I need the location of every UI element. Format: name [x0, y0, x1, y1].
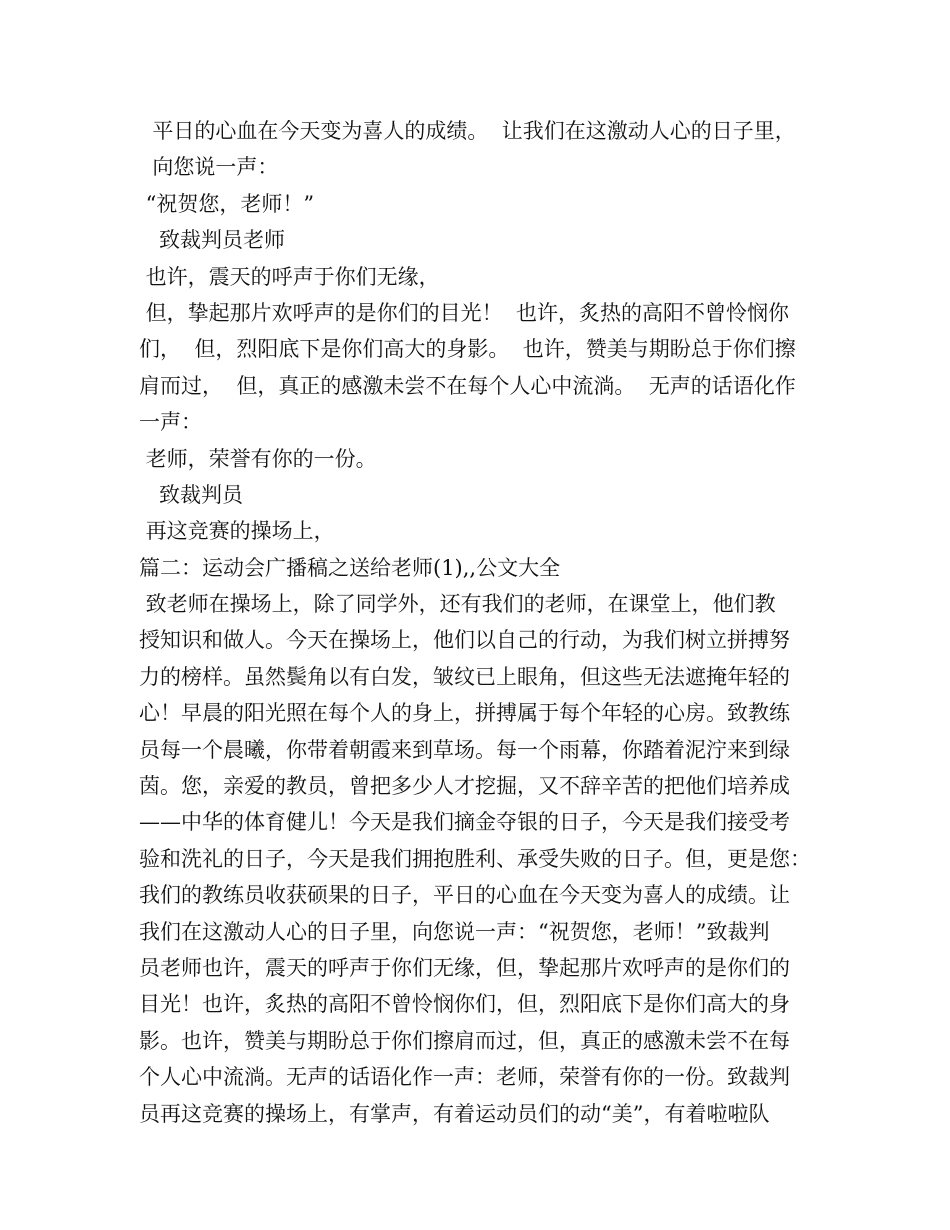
- text-line: 茵。您，亲爱的教员，曾把多少人才挖掘，又不辞辛苦的把他们培养成: [139, 774, 790, 799]
- text-line: 授知识和做人。今天在操场上，他们以自己的行动，为我们树立拼搏努: [139, 628, 790, 653]
- text-line: 再这竞赛的操场上，: [139, 519, 335, 544]
- text-line: 心！早晨的阳光照在每个人的身上，拼搏属于每个年轻的心房。致教练: [139, 701, 790, 726]
- text-line: ——中华的体育健儿！今天是我们摘金夺银的日子，今天是我们接受考: [139, 810, 790, 835]
- text-line: 员每一个晨曦，你带着朝霞来到草场。每一个雨幕，你踏着泥泞来到绿: [139, 737, 790, 762]
- text-line: 致老师在操场上，除了同学外，还有我们的老师，在课堂上，他们教: [139, 592, 776, 617]
- text-line: 们， 但，烈阳底下是你们高大的身影。 也许，赞美与期盼总于你们擦: [139, 337, 796, 362]
- text-line: 向您说一声：: [139, 155, 279, 180]
- text-line: 个人心中流淌。无声的话语化作一声：老师，荣誉有你的一份。致裁判: [139, 1065, 790, 1090]
- text-line: 我们的教练员收获硕果的日子，平日的心血在今天变为喜人的成绩。让: [139, 883, 790, 908]
- section-heading: 致裁判员老师: [139, 228, 286, 253]
- text-line: 肩而过， 但，真正的感激未尝不在每个人心中流淌。 无声的话语化作: [139, 373, 796, 398]
- text-line: 验和洗礼的日子，今天是我们拥抱胜利、承受失败的日子。但，更是您：: [139, 846, 811, 871]
- text-line: 影。也许，赞美与期盼总于你们擦肩而过，但，真正的感激未尝不在每: [139, 1028, 790, 1053]
- text-line: 目光！也许，炙热的高阳不曾怜悯你们，但，烈阳底下是你们高大的身: [139, 992, 790, 1017]
- text-line: 但，挚起那片欢呼声的是你们的目光！ 也许，炙热的高阳不曾怜悯你: [139, 300, 790, 325]
- chapter-title: 篇二：运动会广播稿之送给老师(1),,公文大全: [139, 555, 561, 580]
- text-line: 我们在这激动人心的日子里，向您说一声：“祝贺您，老师！”致裁判: [139, 919, 770, 944]
- text-line: 也许，震天的呼声于你们无缘，: [139, 264, 440, 289]
- text-line: 老师，荣誉有你的一份。: [139, 446, 377, 471]
- text-line: “祝贺您，老师！”: [139, 191, 315, 216]
- text-line: 员再这竞赛的操场上，有掌声，有着运动员们的动“美”，有着啦啦队: [139, 1101, 770, 1126]
- text-line: 一声：: [139, 410, 202, 435]
- text-line: 员老师也许，震天的呼声于你们无缘，但，挚起那片欢呼声的是你们的: [139, 955, 790, 980]
- text-line: 力的榜样。虽然鬓角以有白发，皱纹已上眼角，但这些无法遮掩年轻的: [139, 664, 790, 689]
- section-heading: 致裁判员: [139, 482, 244, 507]
- document-body: [139, 113, 829, 1132]
- text-line: 平日的心血在今天变为喜人的成绩。 让我们在这激动人心的日子里，: [139, 119, 796, 143]
